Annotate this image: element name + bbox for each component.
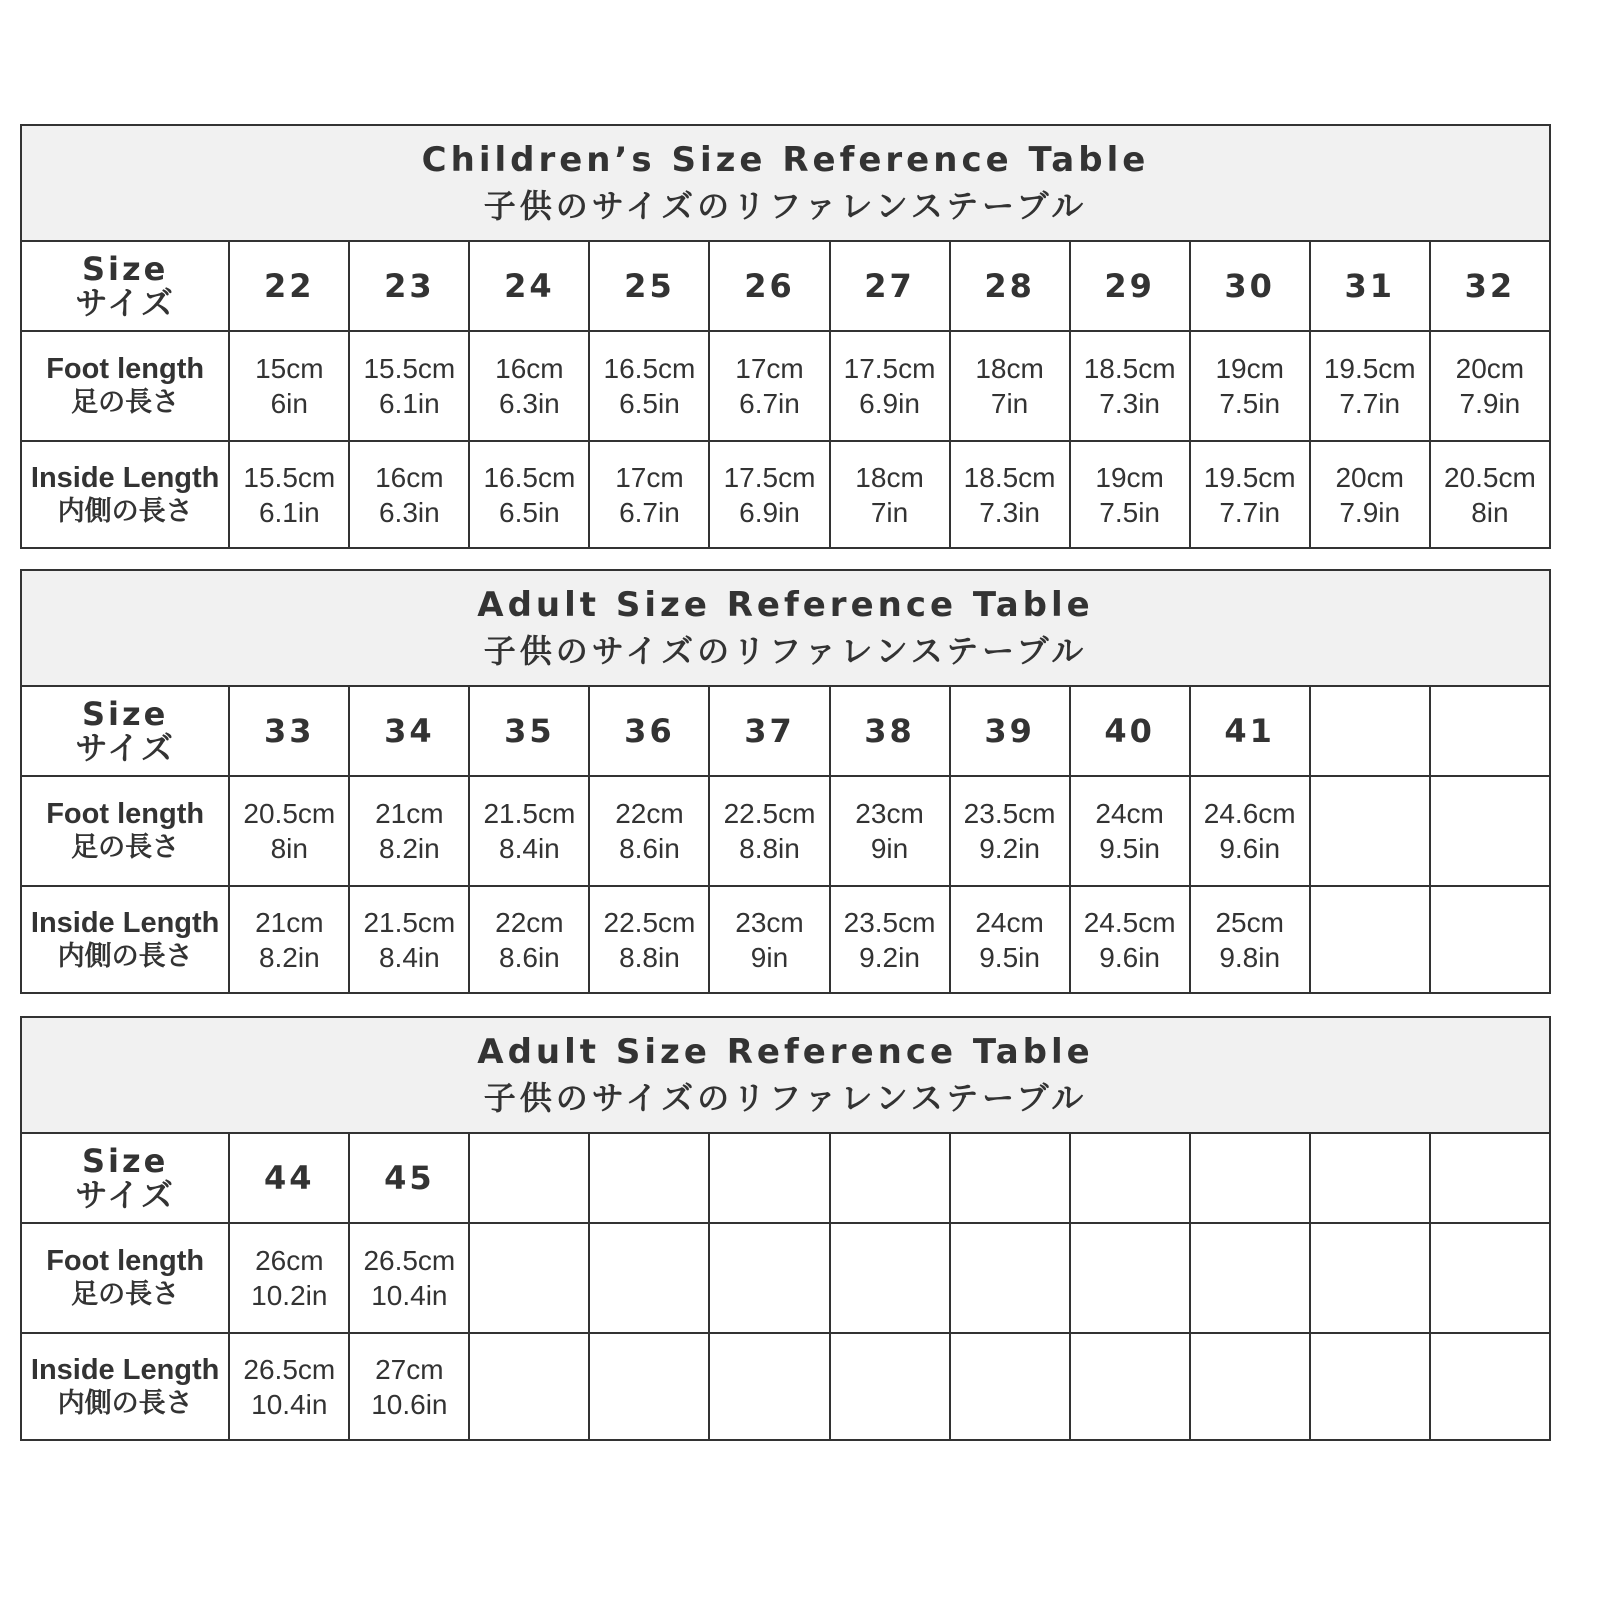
foot-length-cell (349, 1223, 469, 1333)
inside-length-cm: 17cm (615, 461, 684, 493)
foot-length-cell (709, 776, 829, 886)
size-value: 40 (1104, 712, 1155, 750)
table-title-row (21, 1017, 1550, 1133)
foot-length-cm: 26.5cm (363, 1245, 456, 1276)
size-value: 35 (504, 712, 555, 750)
inside-length-cm: 20.5cm (1443, 461, 1536, 493)
foot-length-cell (1070, 1223, 1190, 1333)
foot-length-cell (950, 1223, 1070, 1333)
foot-length-cell (1190, 1223, 1310, 1333)
size-label (21, 241, 229, 331)
size-row (21, 241, 1550, 331)
inside-length-cell (709, 886, 829, 993)
size-value-cell (709, 686, 829, 776)
foot-length-cell (1430, 776, 1550, 886)
foot-length-in: 9.5in (1099, 833, 1160, 864)
inside-length-cell (830, 441, 950, 548)
inside-length-label-en: Inside Length (30, 906, 220, 939)
foot-length-cm: 20.5cm (243, 798, 336, 829)
inside-length-cm: 26.5cm (243, 1353, 336, 1385)
foot-length-in: 8.6in (619, 833, 680, 864)
inside-length-cell (1430, 441, 1550, 548)
foot-length-cell (1190, 776, 1310, 886)
inside-length-in: 9.2in (859, 941, 920, 973)
inside-length-cm: 21.5cm (363, 906, 456, 938)
inside-length-label (21, 441, 229, 548)
foot-length-in: 7in (990, 388, 1029, 419)
size-value: 38 (864, 712, 915, 750)
inside-length-cm: 25cm (1215, 906, 1284, 938)
inside-length-cell (830, 1333, 950, 1440)
size-value: 36 (624, 712, 675, 750)
foot-length-cm: 17.5cm (843, 353, 936, 384)
foot-length-in: 9.6in (1219, 833, 1281, 864)
inside-length-row (21, 886, 1550, 993)
foot-length-in: 8.4in (499, 833, 560, 864)
size-value: 34 (384, 712, 435, 750)
inside-length-in: 6.7in (619, 496, 680, 528)
foot-length-cell (709, 1223, 829, 1333)
foot-length-cm: 15.5cm (363, 353, 456, 384)
inside-length-in: 7.5in (1099, 496, 1160, 528)
table-title-ja: 子供のサイズのリファレンステーブル (483, 1079, 1088, 1117)
foot-length-cm: 22.5cm (723, 798, 816, 829)
inside-length-cell (1070, 441, 1190, 548)
inside-length-cell (589, 441, 709, 548)
foot-length-cell (589, 776, 709, 886)
size-label-ja: サイズ (75, 1176, 175, 1214)
foot-length-label (21, 776, 229, 886)
inside-length-cm: 15.5cm (243, 461, 336, 493)
size-value-cell (1430, 1133, 1550, 1223)
inside-length-label-en: Inside Length (30, 1353, 220, 1386)
inside-length-cm: 24cm (975, 906, 1044, 938)
size-value-cell (830, 1133, 950, 1223)
foot-length-label (21, 331, 229, 441)
size-value: 23 (384, 267, 435, 305)
size-value: 44 (264, 1159, 315, 1197)
table-title-row (21, 570, 1550, 686)
size-value-cell (349, 686, 469, 776)
inside-length-in: 8.6in (499, 941, 560, 973)
inside-length-cell (1310, 1333, 1430, 1440)
foot-length-in: 10.4in (371, 1280, 448, 1311)
foot-length-cm: 19.5cm (1323, 353, 1416, 384)
inside-length-in: 7.9in (1339, 496, 1401, 528)
size-value-cell (950, 1133, 1070, 1223)
foot-length-cell (1430, 331, 1550, 441)
inside-length-in: 6.3in (378, 496, 440, 528)
inside-length-cm: 18.5cm (963, 461, 1056, 493)
foot-length-cell (589, 331, 709, 441)
foot-length-cm: 21cm (375, 798, 444, 829)
foot-length-row (21, 1223, 1550, 1333)
inside-length-in: 9in (750, 941, 789, 973)
foot-length-label (21, 1223, 229, 1333)
inside-length-cell (1190, 886, 1310, 993)
inside-length-cell (950, 441, 1070, 548)
inside-length-cm: 22cm (495, 906, 564, 938)
table-title-ja: 子供のサイズのリファレンステーブル (483, 187, 1088, 225)
size-value-cell (349, 1133, 469, 1223)
size-label-en: Size (81, 250, 169, 288)
inside-length-cell (469, 886, 589, 993)
inside-length-in: 6.1in (258, 496, 320, 528)
inside-length-cell (1070, 1333, 1190, 1440)
foot-length-row (21, 331, 1550, 441)
inside-length-cell (1430, 1333, 1550, 1440)
foot-length-cm: 21.5cm (483, 798, 576, 829)
foot-length-label-en: Foot length (46, 353, 205, 385)
foot-length-in: 6.3in (499, 388, 560, 419)
inside-length-label-ja: 内側の長さ (57, 1387, 193, 1419)
inside-length-cell (229, 886, 349, 993)
inside-length-cm: 24.5cm (1083, 906, 1176, 938)
size-value-cell (950, 686, 1070, 776)
size-value: 26 (744, 267, 795, 305)
foot-length-cm: 18cm (975, 353, 1044, 384)
foot-length-cm: 20cm (1455, 353, 1525, 384)
foot-length-cm: 24.6cm (1203, 798, 1296, 829)
table-title (21, 1017, 1550, 1133)
foot-length-cm: 18.5cm (1083, 353, 1176, 384)
size-value-cell (229, 1133, 349, 1223)
foot-length-in: 6in (270, 388, 308, 419)
inside-length-in: 6.9in (739, 496, 800, 528)
size-value-cell (1070, 1133, 1190, 1223)
table-title-en: Adult Size Reference Table (477, 585, 1094, 625)
size-value: 41 (1224, 712, 1275, 750)
size-label-ja: サイズ (75, 729, 175, 767)
inside-length-cell (589, 886, 709, 993)
size-label (21, 686, 229, 776)
inside-length-cell (589, 1333, 709, 1440)
inside-length-cell (1190, 1333, 1310, 1440)
size-value: 29 (1104, 267, 1155, 305)
foot-length-cell (950, 331, 1070, 441)
size-value-cell (589, 686, 709, 776)
size-value: 45 (384, 1159, 435, 1197)
foot-length-cell (349, 776, 469, 886)
inside-length-label (21, 1333, 229, 1440)
inside-length-cell (1310, 886, 1430, 993)
foot-length-in: 7.7in (1339, 388, 1401, 419)
foot-length-cm: 19cm (1215, 353, 1284, 384)
foot-length-cm: 24cm (1095, 798, 1164, 829)
inside-length-in: 6.5in (499, 496, 560, 528)
size-reference-table (20, 1016, 1551, 1441)
inside-length-cell (1310, 441, 1430, 548)
inside-length-cm: 19cm (1095, 461, 1164, 493)
foot-length-cell (830, 1223, 950, 1333)
foot-length-label-en: Foot length (46, 1245, 205, 1277)
size-label-ja: サイズ (75, 284, 175, 322)
size-row (21, 1133, 1550, 1223)
inside-length-cell (709, 441, 829, 548)
foot-length-cell (229, 776, 349, 886)
inside-length-in: 8.8in (619, 941, 680, 973)
size-value: 24 (504, 267, 555, 305)
inside-length-cm: 21cm (255, 906, 324, 938)
inside-length-row (21, 1333, 1550, 1440)
size-value: 32 (1464, 267, 1516, 305)
size-value-cell (1070, 241, 1190, 331)
size-value-cell (589, 241, 709, 331)
size-value-cell (1310, 241, 1430, 331)
size-value: 25 (624, 267, 675, 305)
foot-length-in: 7.5in (1219, 388, 1281, 419)
table-title (21, 125, 1550, 241)
size-value: 30 (1224, 267, 1275, 305)
foot-length-cm: 26cm (255, 1245, 324, 1276)
inside-length-in: 7.7in (1219, 496, 1281, 528)
inside-length-cm: 20cm (1335, 461, 1404, 493)
foot-length-cm: 23cm (855, 798, 924, 829)
foot-length-in: 6.9in (859, 388, 920, 419)
size-value-cell (1070, 686, 1190, 776)
inside-length-cell (1070, 886, 1190, 993)
table-title-en: Children’s Size Reference Table (421, 140, 1150, 180)
foot-length-in: 6.1in (378, 388, 440, 419)
inside-length-cell (950, 1333, 1070, 1440)
inside-length-label-ja: 内側の長さ (57, 940, 193, 972)
foot-length-row (21, 776, 1550, 886)
foot-length-in: 8.2in (378, 833, 440, 864)
foot-length-in: 8in (270, 833, 308, 864)
size-reference-table (20, 124, 1551, 549)
foot-length-cm: 16.5cm (603, 353, 696, 384)
size-value: 39 (984, 712, 1035, 750)
inside-length-cm: 16.5cm (483, 461, 576, 493)
foot-length-cell (349, 331, 469, 441)
inside-length-in: 9.8in (1219, 941, 1281, 973)
foot-length-in: 6.7in (739, 388, 800, 419)
inside-length-cell (229, 441, 349, 548)
table-title-en: Adult Size Reference Table (477, 1032, 1094, 1072)
foot-length-in: 7.3in (1099, 388, 1160, 419)
foot-length-cm: 23.5cm (963, 798, 1056, 829)
size-value-cell (1190, 1133, 1310, 1223)
inside-length-in: 8.2in (258, 941, 320, 973)
size-value-cell (709, 241, 829, 331)
foot-length-cell (1310, 776, 1430, 886)
foot-length-cell (1310, 331, 1430, 441)
foot-length-cell (1070, 776, 1190, 886)
foot-length-cm: 17cm (735, 353, 804, 384)
foot-length-label-en: Foot length (46, 798, 205, 830)
inside-length-in: 10.4in (251, 1388, 328, 1420)
inside-length-label-ja: 内側の長さ (57, 495, 193, 527)
foot-length-cm: 15cm (255, 353, 324, 384)
foot-length-cell (589, 1223, 709, 1333)
foot-length-cell (1190, 331, 1310, 441)
table-title-ja: 子供のサイズのリファレンステーブル (483, 632, 1088, 670)
foot-length-cell (950, 776, 1070, 886)
inside-length-in: 7in (870, 496, 909, 528)
size-value-cell (349, 241, 469, 331)
size-value: 27 (864, 267, 915, 305)
size-value-cell (469, 1133, 589, 1223)
foot-length-label-ja: 足の長さ (71, 832, 180, 863)
size-reference-table (20, 569, 1551, 994)
inside-length-cm: 19.5cm (1203, 461, 1296, 493)
inside-length-cell (349, 441, 469, 548)
inside-length-in: 10.6in (371, 1388, 448, 1420)
foot-length-label-ja: 足の長さ (71, 1279, 180, 1310)
size-label (21, 1133, 229, 1223)
inside-length-cell (709, 1333, 829, 1440)
inside-length-cm: 17.5cm (723, 461, 816, 493)
foot-length-cell (229, 1223, 349, 1333)
size-value-cell (1190, 241, 1310, 331)
inside-length-cm: 23cm (735, 906, 804, 938)
inside-length-row (21, 441, 1550, 548)
inside-length-cell (950, 886, 1070, 993)
inside-length-in: 7.3in (979, 496, 1040, 528)
foot-length-cell (469, 331, 589, 441)
foot-length-cell (1430, 1223, 1550, 1333)
foot-length-cell (1070, 331, 1190, 441)
foot-length-in: 8.8in (739, 833, 800, 864)
size-value: 37 (744, 712, 795, 750)
foot-length-cm: 16cm (495, 353, 564, 384)
size-value-cell (469, 241, 589, 331)
size-value-cell (589, 1133, 709, 1223)
table-title (21, 570, 1550, 686)
inside-length-cell (349, 1333, 469, 1440)
size-value: 22 (264, 267, 315, 305)
size-value: 33 (264, 712, 315, 750)
foot-length-cell (469, 776, 589, 886)
foot-length-in: 7.9in (1459, 388, 1521, 419)
foot-length-label-ja: 足の長さ (71, 387, 180, 418)
size-label-en: Size (81, 1142, 169, 1180)
inside-length-cell (1430, 886, 1550, 993)
inside-length-cm: 18cm (855, 461, 924, 493)
inside-length-in: 9.5in (979, 941, 1040, 973)
size-label-en: Size (81, 695, 169, 733)
size-value-cell (950, 241, 1070, 331)
foot-length-cm: 22cm (615, 798, 684, 829)
inside-length-cell (830, 886, 950, 993)
inside-length-in: 8in (1471, 496, 1509, 528)
size-value-cell (709, 1133, 829, 1223)
inside-length-label (21, 886, 229, 993)
size-value: 28 (984, 267, 1035, 305)
inside-length-in: 9.6in (1099, 941, 1160, 973)
inside-length-cm: 22.5cm (603, 906, 696, 938)
size-value-cell (830, 686, 950, 776)
inside-length-cm: 16cm (375, 461, 444, 493)
size-value-cell (229, 686, 349, 776)
foot-length-in: 6.5in (619, 388, 680, 419)
size-value-cell (1430, 686, 1550, 776)
size-value-cell (1430, 241, 1550, 331)
foot-length-cell (469, 1223, 589, 1333)
inside-length-cm: 27cm (375, 1353, 444, 1385)
inside-length-cell (1190, 441, 1310, 548)
size-value-cell (1310, 686, 1430, 776)
inside-length-label-en: Inside Length (30, 461, 220, 494)
size-value-cell (830, 241, 950, 331)
inside-length-cell (469, 441, 589, 548)
inside-length-in: 8.4in (378, 941, 440, 973)
size-value: 31 (1344, 267, 1395, 305)
size-value-cell (1310, 1133, 1430, 1223)
inside-length-cell (349, 886, 469, 993)
size-value-cell (1190, 686, 1310, 776)
foot-length-cell (709, 331, 829, 441)
size-value-cell (469, 686, 589, 776)
size-value-cell (229, 241, 349, 331)
foot-length-cell (830, 331, 950, 441)
foot-length-in: 9.2in (979, 833, 1040, 864)
foot-length-cell (229, 331, 349, 441)
inside-length-cell (229, 1333, 349, 1440)
foot-length-cell (1310, 1223, 1430, 1333)
foot-length-in: 10.2in (251, 1280, 328, 1311)
inside-length-cm: 23.5cm (843, 906, 936, 938)
foot-length-in: 9in (870, 833, 909, 864)
foot-length-cell (830, 776, 950, 886)
size-row (21, 686, 1550, 776)
table-title-row (21, 125, 1550, 241)
inside-length-cell (469, 1333, 589, 1440)
